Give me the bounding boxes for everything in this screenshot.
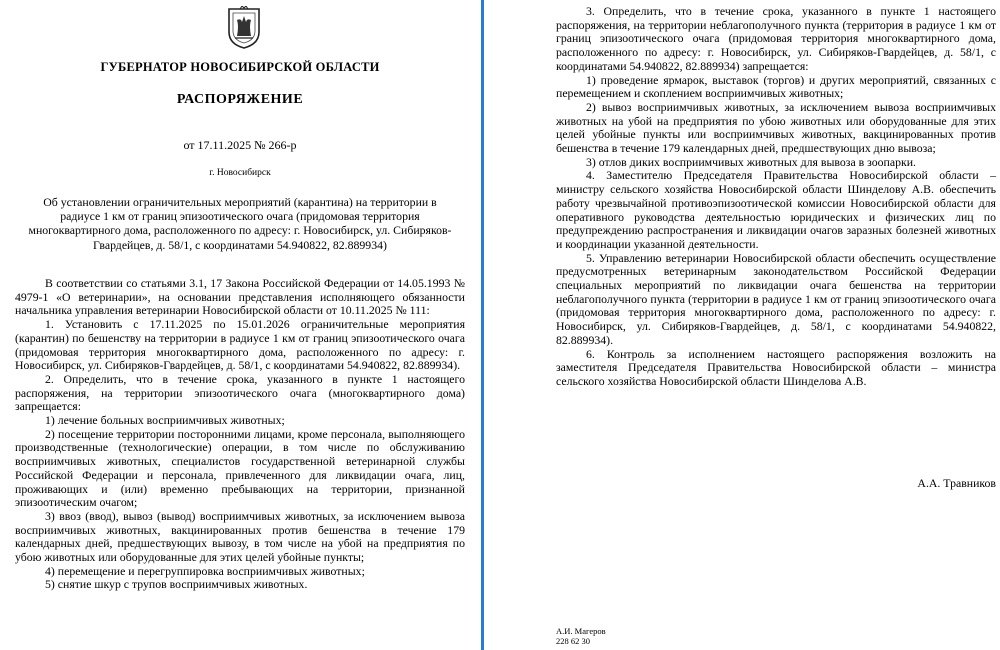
document-page-left <box>0 0 478 650</box>
paragraph: 6. Контроль за исполнением настоящего распоряжения возложить на заместителя Председателя Правительства Новосибирской области – министра сельского хозяйства Новосибирской области Шинделова А.В. <box>556 346 996 388</box>
paragraph: 3. Определить, что в течение срока, указанного в пункте 1 настоящего распоряжения, на территории неблагополучного пункта (территория в радиусе 1 км от границ эпизоотического очага (придомовая территория многоквартирного дома, расположенного по адресу: г. Новосибирск, ул. Сибиряков-Гвардейцев, д. 58/1, с координатами 54.940822, 82.889934) запрещается: <box>556 4 996 73</box>
executor-name: А.И. Магеров <box>556 626 606 636</box>
document-page-right <box>488 0 1000 650</box>
paragraph: 5) снятие шкур с трупов восприимчивых животных. <box>45 577 308 592</box>
paragraph: 1. Установить с 17.11.2025 по 15.01.2026 ограничительные мероприятия (карантин) по бешенству на территории в радиусе 1 км от границ эпизоотического очага (придомовая территория многоквартирного дома, расположенного по адресу: г. Новосибирск, ул. Сибиряков-Гвардейцев, д. 58/1, с координатами 54.940822, 82.889934). <box>15 317 465 373</box>
document-type-title: РАСПОРЯЖЕНИЕ <box>176 92 304 107</box>
paragraph: 2) вывоз восприимчивых животных, за исключением вывоза восприимчивых животных на убой на предприятия по убою животных или оборудованные для этих целей убойные пункты или восприимчивых животных, вакцинированных против бешенства в течение 179 календарных дней, предшествующих дню вывоза; <box>556 99 996 156</box>
page-divider <box>478 0 488 650</box>
paragraph: 2) посещение территории посторонними лицами, кроме персонала, выполняющего производственные (технологические) операции, в том числе по обслуживанию восприимчивых животных, специалистов государственной ветеринарной службы Российской Федерации и персонала, привлеченного для ликвидации очага, лиц, проживающих и (или) временно пребывающих на территории, признанной эпизоотическим очагом; <box>15 426 465 510</box>
paragraph: 1) лечение больных восприимчивых животных; <box>45 413 285 428</box>
signature-name: А.А. Травников <box>917 476 996 490</box>
paragraph: 4. Заместителю Председателя Правительства Новосибирской области – министру сельского хозяйства Новосибирской области Шинделову А.В. обеспечить работу чрезвычайной противоэпизоотической комиссии Новосибирской области для оперативного руководства деятельностью юридических и физических лиц по предупреждению распространения и ликвидации очагов заразных болезней животных и координации указанной деятельности. <box>556 168 996 251</box>
paragraph: 3) ввоз (ввод), вывоз (вывод) восприимчивых животных, за исключением вывоза восприимчивых животных, вакцинированных против бешенства в течение 179 календарных дней, предшествующих вывозу, в том числе на убой на предприятия по убою животных или оборудованные для этих целей убойные пункты; <box>15 508 465 565</box>
paragraph: 1) проведение ярмарок, выставок (торгов) и других мероприятий, связанных с перемещением и скоплением восприимчивых животных; <box>556 72 996 101</box>
paragraph: 3) отлов диких восприимчивых животных для вывоза в зоопарки. <box>586 154 916 169</box>
right-page-body <box>556 5 996 389</box>
executor-phone: 228 62 30 <box>556 636 590 646</box>
executor-info <box>556 626 606 646</box>
issuing-authority: ГУБЕРНАТОР НОВОСИБИРСКОЙ ОБЛАСТИ <box>100 60 380 74</box>
paragraph: 2. Определить, что в течение срока, указанного в пункте 1 настоящего распоряжения, на территории эпизоотического очага (многоквартирного дома) запрещается: <box>15 371 465 414</box>
document-subject: Об установлении ограничительных мероприятий (карантина) на территории в радиусе 1 км от границ эпизоотического очага (придомовая территория многоквартирного дома, расположенного по адресу: г. Новосибирск, ул. Сибиряков-Гвардейцев, д. 58/1, с координатами 54.940822, 82.889934) <box>28 195 452 252</box>
date-and-number: от 17.11.2025 № 266-р <box>183 138 297 152</box>
issue-city: г. Новосибирск <box>209 168 271 178</box>
paragraph: 5. Управлению ветеринарии Новосибирской области обеспечить осуществление предусмотренных ветеринарным законодательством Российской Федерации специальных мероприятий по ликвидации очага бешенства на территории неблагополучного пункта (территории в радиусе 1 км от границ эпизоотического очага (придомовая территория многоквартирного дома, расположенного по адресу: г. Новосибирск, ул. Сибиряков-Гвардейцев, д. 58/1, с координатами 54.940822, 82.889934). <box>556 250 996 347</box>
paragraph: В соответствии со статьями 3.1, 17 Закона Российской Федерации от 14.05.1993 № 4979-1 «О ветеринарии», на основании представления исполняющего обязанности начальника управления ветеринарии Новосибирской области от 10.11.2025 № 111: <box>15 276 465 318</box>
paragraph: 4) перемещение и перегруппировка восприимчивых животных; <box>45 563 365 578</box>
left-page-body <box>15 277 465 592</box>
coat-of-arms-emblem <box>225 6 263 50</box>
